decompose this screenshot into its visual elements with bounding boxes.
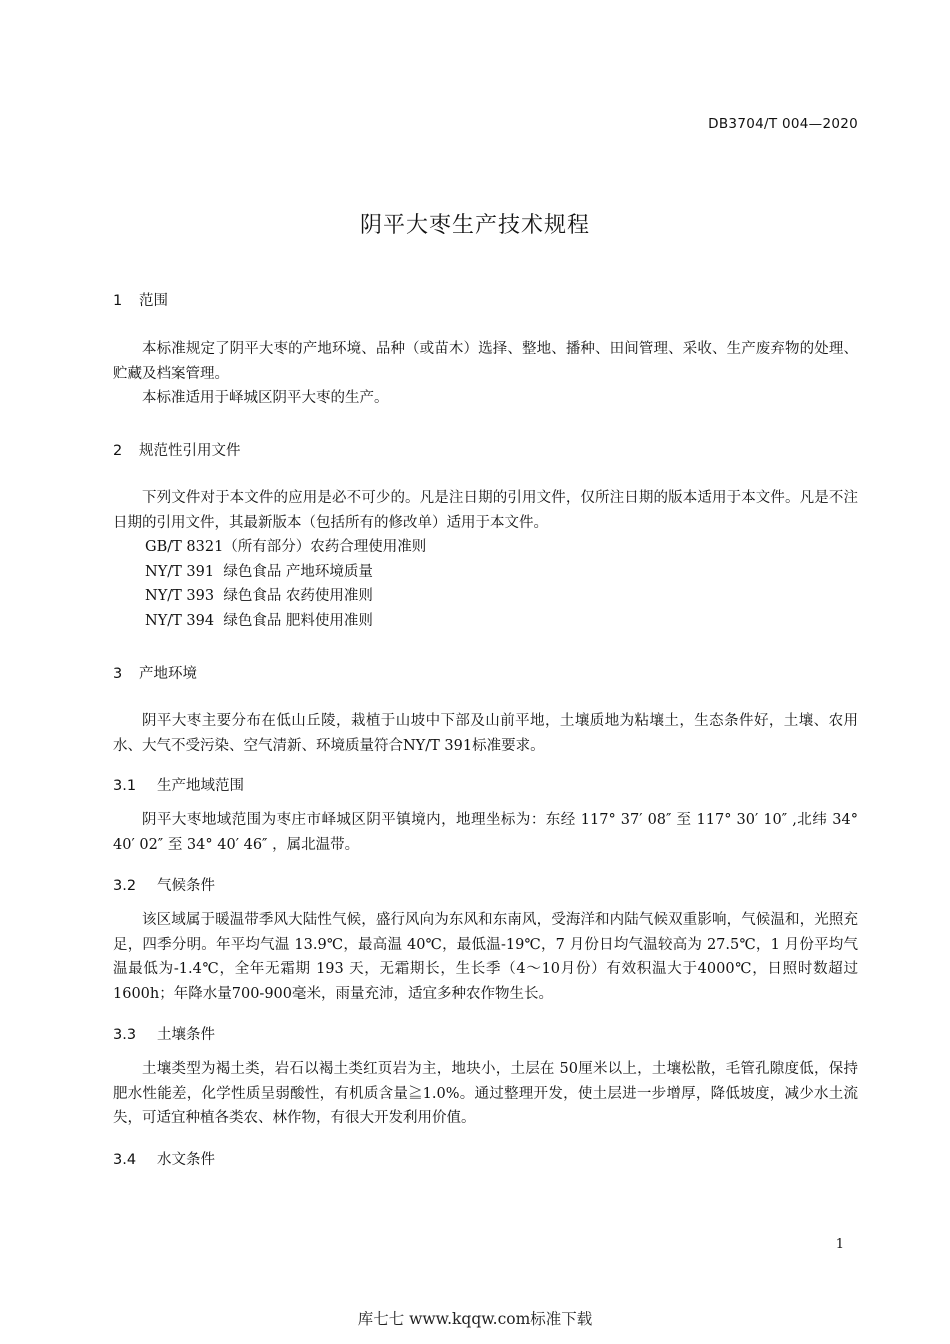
- section-number: 3.3: [113, 1027, 137, 1043]
- section-title: 范围: [139, 293, 168, 309]
- reference-item: NY/T 391 绿色食品 产地环境质量: [145, 563, 373, 580]
- section-number: 3.1: [113, 778, 137, 794]
- section-2-paragraph: 下列文件对于本文件的应用是必不可少的。凡是注日期的引用文件，仅所注日期的版本适用于本文件。凡是不注日期的引用文件，其最新版本（包括所有的修改单）适用于本文件。: [113, 490, 858, 531]
- document-number: DB3704/T 004—2020: [708, 116, 858, 132]
- section-2-heading: [113, 439, 241, 460]
- section-3-3-paragraph: 土壤类型为褐土类，岩石以褐土类红页岩为主，地块小，土层在 50厘米以上，土壤松散，毛管孔隙度低，保持肥水性能差，化学性质呈弱酸性，有机质含量≧1.0%。通过整理开发，使土层进一步增厚，降低坡度，减少水土流失，可适宜种植各类农、林作物，有很大开发利用价值。: [113, 1061, 858, 1126]
- section-3-2-paragraph: 该区域属于暖温带季风大陆性气候，盛行风向为东风和东南风，受海洋和内陆气候双重影响，气候温和，光照充足，四季分明。年平均气温 13.9℃，最高温 40℃，最低温-19℃，7 月份日均气温较高为 27.5℃，1 月份平均气温最低为-1.4℃，全年无霜期 193 天，无霜期长，生长季（4～10月份）有效积温大于4000℃，日照时数超过1600h；年降水量700-900毫米，雨量充沛，适宜多种农作物生长。: [113, 912, 858, 1002]
- section-3-3-heading: [113, 1023, 215, 1044]
- section-number: 1: [113, 293, 123, 309]
- section-number: 2: [113, 443, 123, 459]
- page-number: 1: [835, 1237, 844, 1252]
- section-title: 气候条件: [157, 878, 215, 894]
- section-3-1-heading: [113, 774, 244, 795]
- footer-watermark: 库七七 www.kqqw.com标准下载: [357, 1310, 593, 1328]
- section-3-1-paragraph: 阴平大枣地域范围为枣庄市峄城区阴平镇境内，地理坐标为：东经 117° 37′ 08″ 至 117° 30′ 10″ ,北纬 34° 40′ 02″ 至 34° 40′ 46″ ，属北温带。: [113, 812, 858, 853]
- section-3-heading: [113, 662, 197, 683]
- reference-item: NY/T 393 绿色食品 农药使用准则: [145, 588, 373, 604]
- reference-list: [145, 535, 426, 633]
- section-title: 土壤条件: [157, 1027, 215, 1043]
- section-3-2-heading: [113, 874, 215, 895]
- section-1-paragraph-2: 本标准适用于峄城区阴平大枣的生产。: [142, 390, 389, 406]
- section-title: 生产地域范围: [157, 778, 244, 794]
- section-title: 水文条件: [157, 1152, 215, 1168]
- section-1-heading: [113, 289, 168, 310]
- section-number: 3: [113, 666, 123, 682]
- section-3-4-heading: [113, 1148, 215, 1169]
- section-3-paragraph: 阴平大枣主要分布在低山丘陵，栽植于山坡中下部及山前平地，土壤质地为粘壤土，生态条件好，土壤、农用水、大气不受污染、空气清新、环境质量符合NY/T 391标准要求。: [113, 713, 858, 754]
- reference-item: GB/T 8321（所有部分）农药合理使用准则: [145, 539, 427, 555]
- section-1-paragraph-1: 本标准规定了阴平大枣的产地环境、品种（或苗木）选择、整地、播种、田间管理、采收、生产废弃物的处理、贮藏及档案管理。: [113, 341, 858, 382]
- document-title: 阴平大枣生产技术规程: [359, 213, 590, 238]
- section-title: 产地环境: [139, 666, 197, 682]
- section-title: 规范性引用文件: [139, 443, 241, 459]
- section-number: 3.4: [113, 1152, 137, 1168]
- section-number: 3.2: [113, 878, 137, 894]
- reference-item: NY/T 394 绿色食品 肥料使用准则: [145, 612, 373, 629]
